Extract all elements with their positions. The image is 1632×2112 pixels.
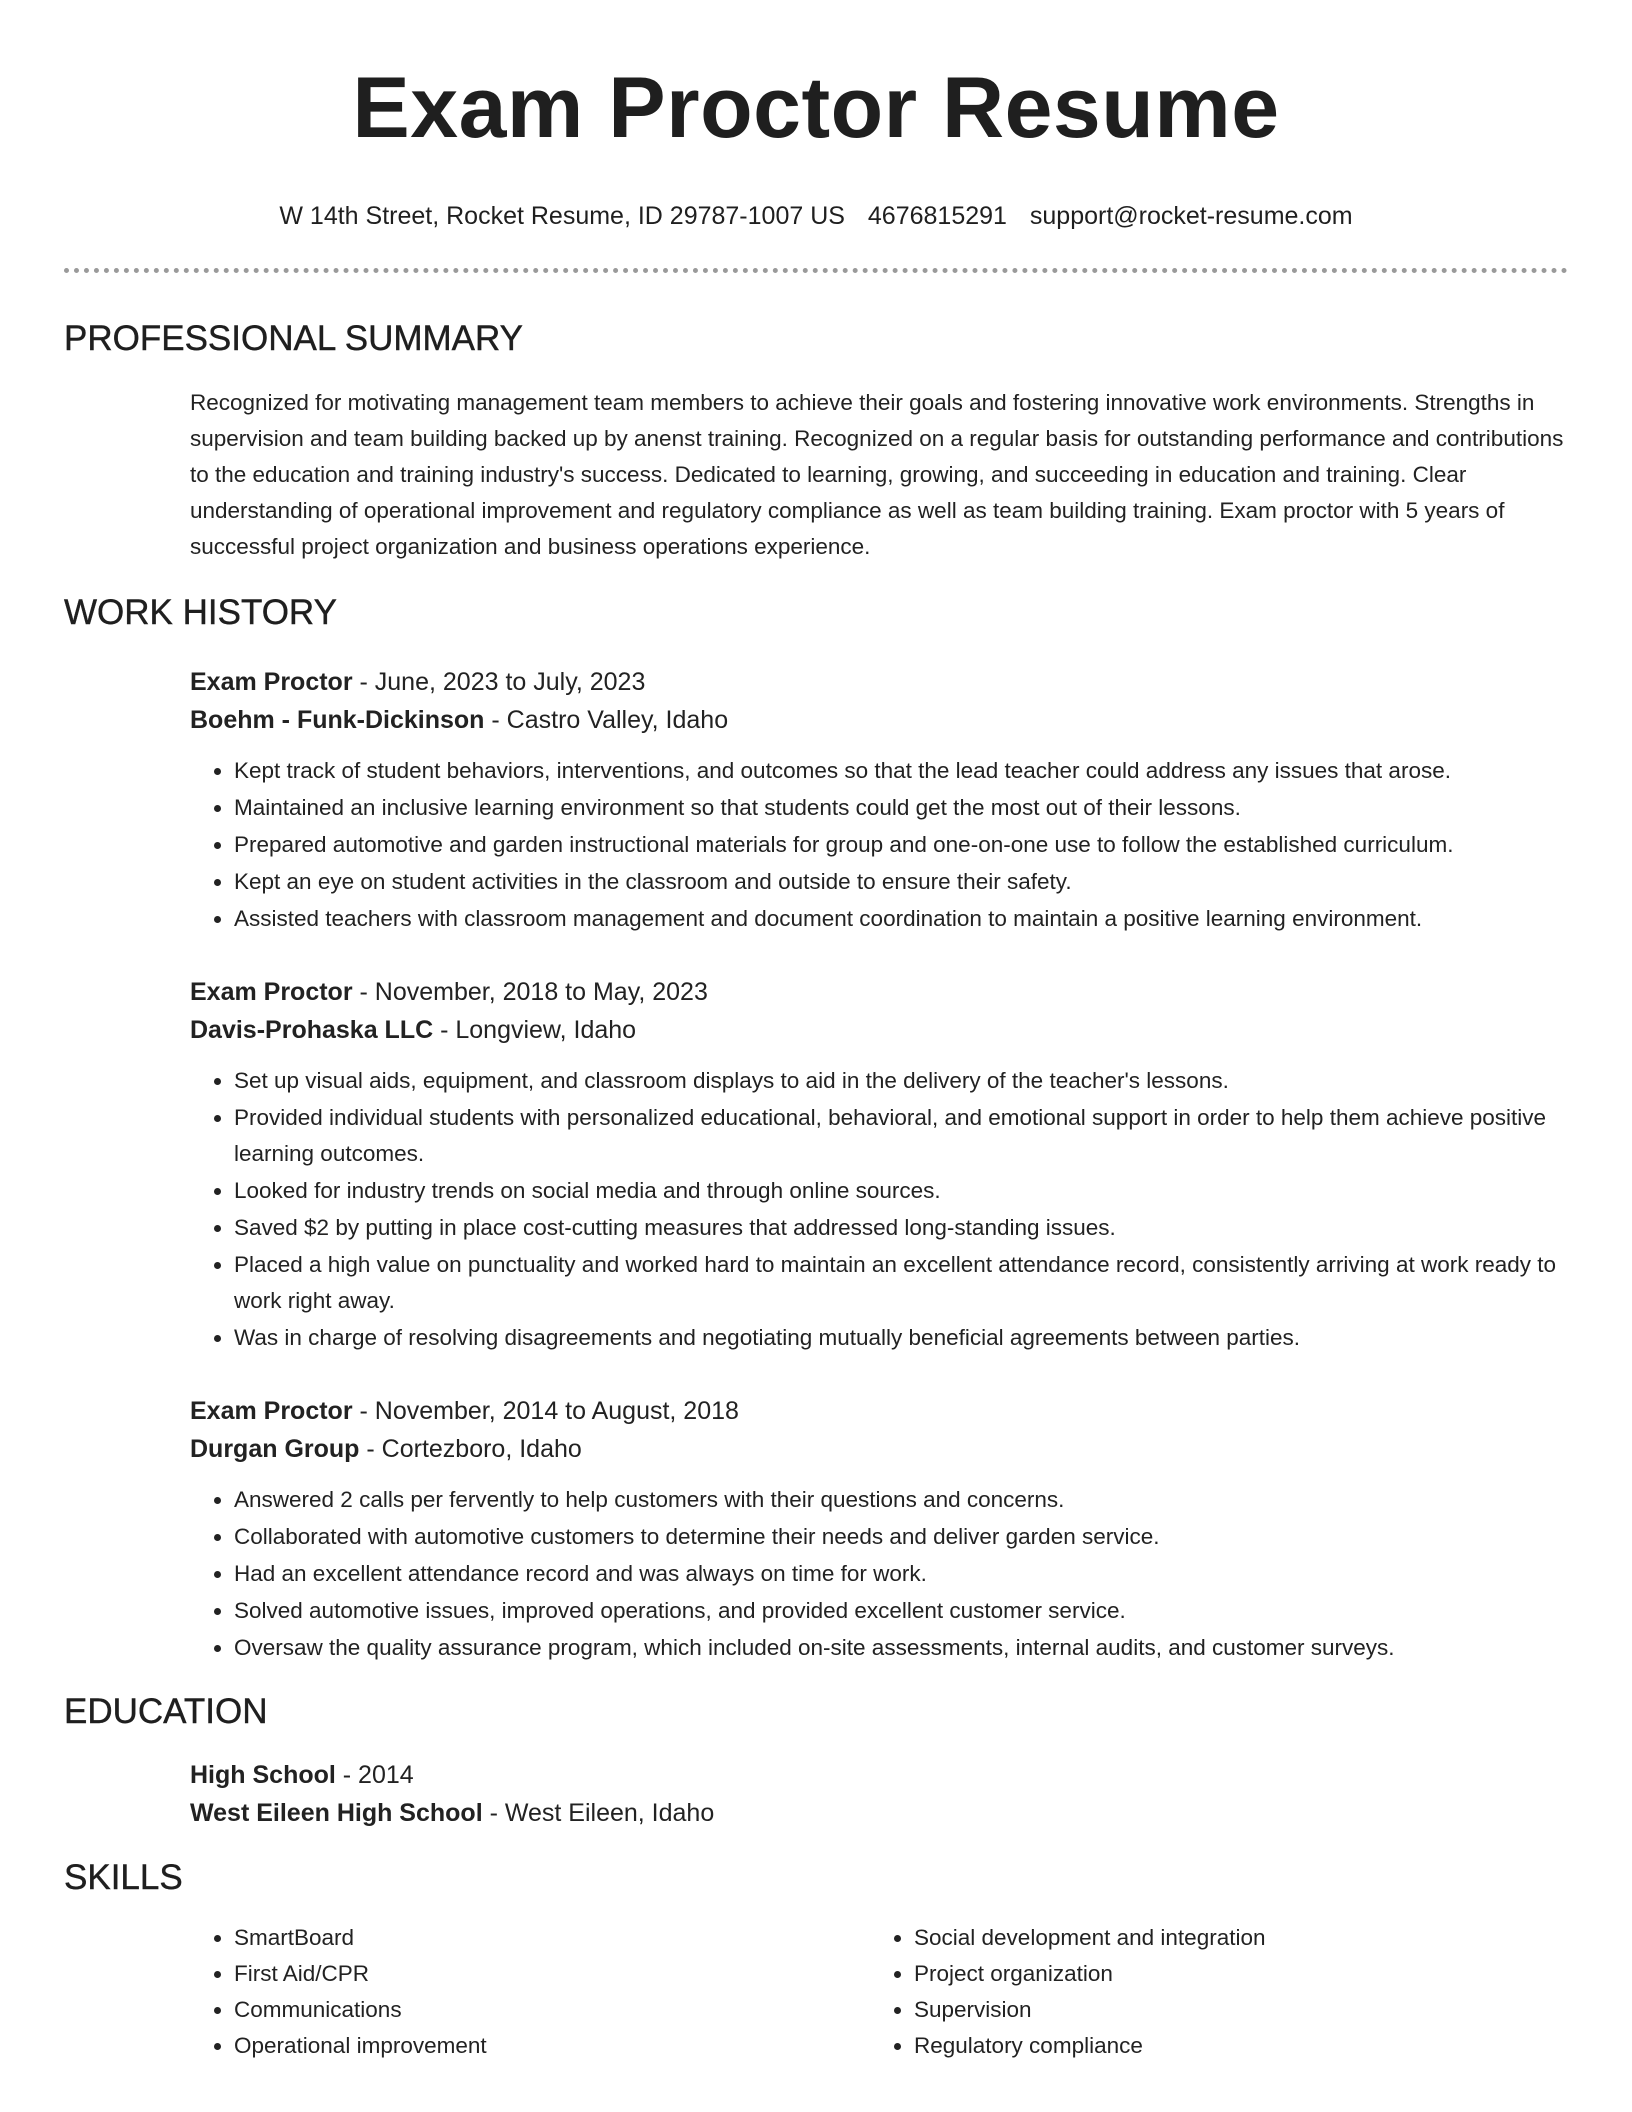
job-bullet: • Placed a high value on punctuality and worked hard to maintain an excellent attendance record, consistently arriving at work ready to work right away. [234,1247,1568,1319]
job-bullet: • Collaborated with automotive customers to determine their needs and deliver garden service. [234,1519,1568,1555]
skill-item: • Project organization [914,1956,1550,1992]
skill-item: • Regulatory compliance [914,2028,1550,2064]
skill-item: • First Aid/CPR [234,1956,870,1992]
job-entry [190,1392,1568,1666]
job-location: - Longview, Idaho [433,1016,637,1044]
skill-item: • Operational improvement [234,2028,870,2064]
contact-email: support@rocket-resume.com [1029,202,1353,230]
job-bullet: • Was in charge of resolving disagreements and negotiating mutually beneficial agreements between parties. [234,1320,1568,1356]
job-entry [190,973,1568,1356]
skill-item: • Supervision [914,1992,1550,2028]
education-year: - 2014 [335,1761,414,1789]
job-bullet: • Set up visual aids, equipment, and classroom displays to aid in the delivery of the teacher's lessons. [234,1063,1568,1099]
job-title-line [190,973,1568,1011]
job-dates: - June, 2023 to July, 2023 [352,668,646,696]
contact-line [64,200,1568,232]
job-bullets [190,1063,1568,1356]
job-entry [190,663,1568,937]
job-bullets [190,1482,1568,1666]
job-title-line [190,1392,1568,1430]
job-bullet: • Kept track of student behaviors, interventions, and outcomes so that the lead teacher could address any issues that arose. [234,753,1568,789]
job-company-line [190,701,1568,739]
resume-title: Exam Proctor Resume [352,60,1280,156]
job-title: Exam Proctor [190,1397,353,1425]
education-heading: EDUCATION [64,1692,268,1731]
job-bullet: • Maintained an inclusive learning environment so that students could get the most out of their lessons. [234,790,1568,826]
summary-text: Recognized for motivating management team members to achieve their goals and fostering innovative work environments. Strengths in supervision and team building backed up by anenst training. Recognized on a regular basis for outstanding performance and contributions to the education and training industry's success. Dedicated to learning, growing, and succeeding in education and training. Clear understanding of operational improvement and regulatory compliance as well as team building training. Exam proctor with 5 years of successful project organization and business operations experience. [190,390,1564,559]
job-location: - Castro Valley, Idaho [484,706,729,734]
job-company: Davis-Prohaska LLC [190,1016,434,1044]
skills-column-right [870,1920,1550,2064]
job-bullet: • Kept an eye on student activities in the classroom and outside to ensure their safety. [234,864,1568,900]
job-title: Exam Proctor [190,978,353,1006]
skill-item: • Social development and integration [914,1920,1550,1956]
education-degree: High School [190,1761,336,1789]
job-bullet: • Looked for industry trends on social media and through online sources. [234,1173,1568,1209]
job-dates: - November, 2018 to May, 2023 [352,978,708,1006]
education-location: - West Eileen, Idaho [482,1799,715,1827]
job-bullets [190,753,1568,937]
skill-item: • SmartBoard [234,1920,870,1956]
job-bullet: • Prepared automotive and garden instructional materials for group and one-on-one use to follow the established curriculum. [234,827,1568,863]
skills-list [190,1920,1568,2064]
job-company-line [190,1430,1568,1468]
job-title: Exam Proctor [190,668,353,696]
job-bullet: • Solved automotive issues, improved operations, and provided excellent customer service. [234,1593,1568,1629]
work-history-heading: WORK HISTORY [64,593,337,632]
job-company: Durgan Group [190,1435,360,1463]
education-school: West Eileen High School [190,1799,483,1827]
work-history-list [64,663,1568,1666]
summary-heading: PROFESSIONAL SUMMARY [64,319,523,358]
education-entry [190,1756,1568,1832]
job-bullet: • Oversaw the quality assurance program, which included on-site assessments, internal audits, and customer surveys. [234,1630,1568,1666]
header-divider [64,268,1568,273]
education-school-line [190,1794,1568,1832]
job-bullet: • Answered 2 calls per fervently to help customers with their questions and concerns. [234,1482,1568,1518]
skill-item: • Communications [234,1992,870,2028]
job-bullet: • Saved $2 by putting in place cost-cutting measures that addressed long-standing issues. [234,1210,1568,1246]
job-dates: - November, 2014 to August, 2018 [352,1397,739,1425]
skills-heading: SKILLS [64,1858,183,1897]
skills-column-left [190,1920,870,2064]
job-location: - Cortezboro, Idaho [359,1435,582,1463]
contact-address: W 14th Street, Rocket Resume, ID 29787-1007 US [279,202,845,230]
job-bullet: • Provided individual students with personalized educational, behavioral, and emotional support in order to help them achieve positive learning outcomes. [234,1100,1568,1172]
contact-phone: 4676815291 [867,202,1007,230]
job-bullet: • Assisted teachers with classroom management and document coordination to maintain a positive learning environment. [234,901,1568,937]
job-bullet: • Had an excellent attendance record and was always on time for work. [234,1556,1568,1592]
job-company-line [190,1011,1568,1049]
education-degree-line [190,1756,1568,1794]
job-title-line [190,663,1568,701]
job-company: Boehm - Funk-Dickinson [190,706,485,734]
